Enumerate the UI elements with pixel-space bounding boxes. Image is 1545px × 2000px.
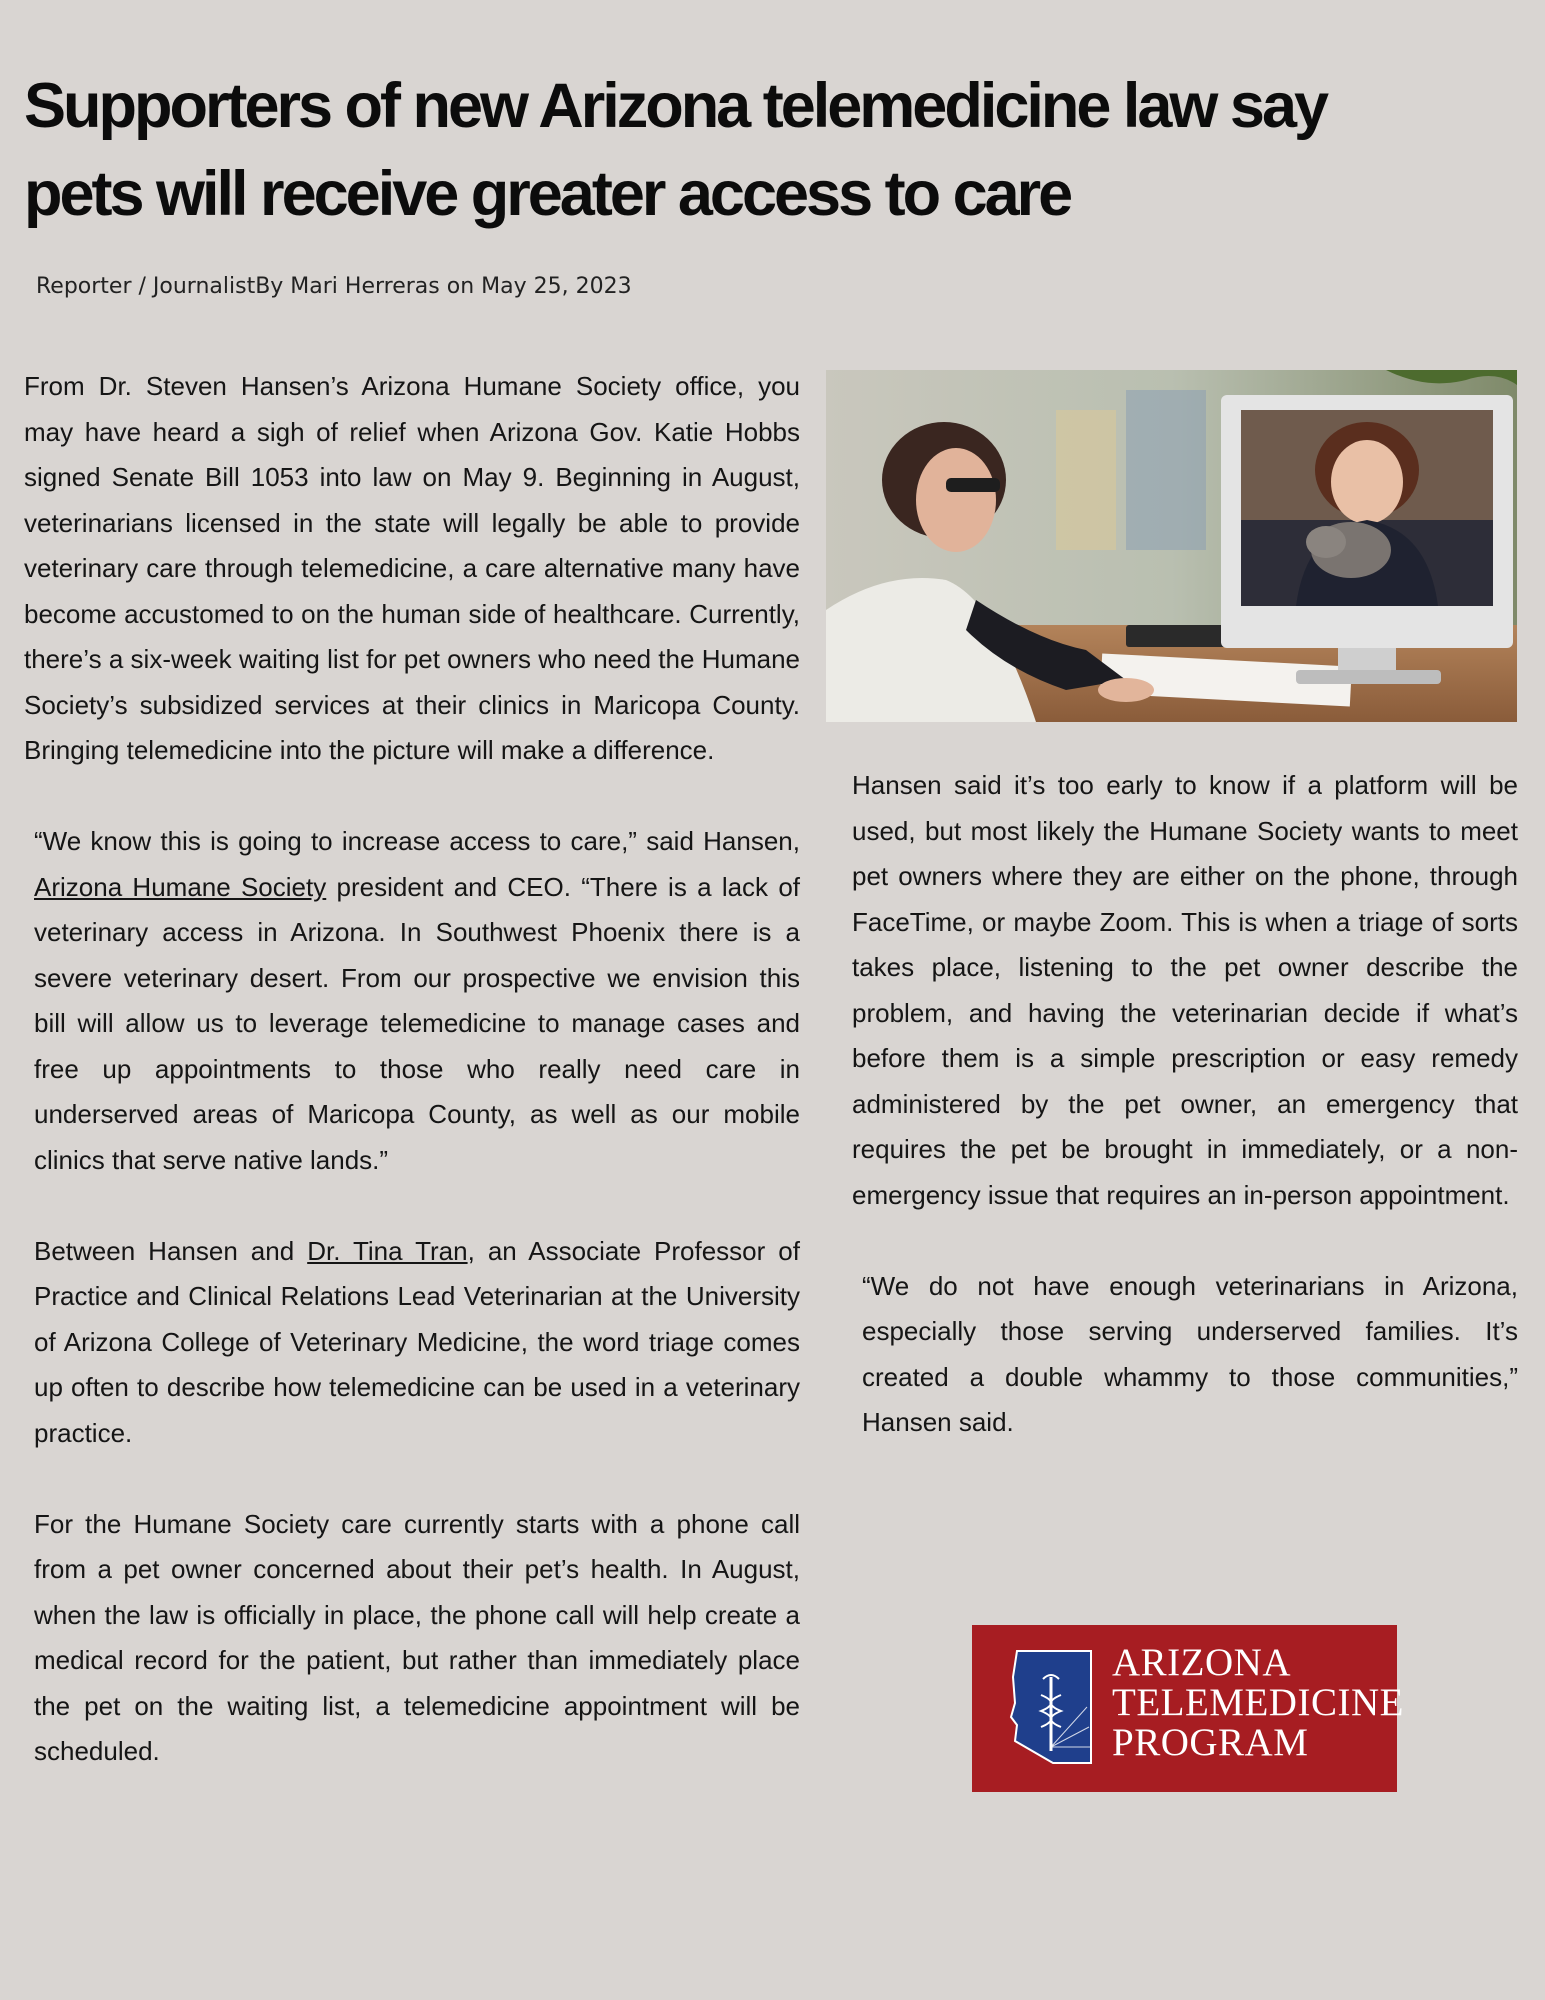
paragraph-text: president and CEO. “There is a lack of veterinary access in Arizona. In Southwest Phoenix there is a severe veterinary desert. From our prospective we envision this bill will allow us to leverage telemedicine to manage cases and free up appointments to those who really need care in underserved areas of Maricopa County, as well as our mobile clinics that serve native lands.” [34, 871, 800, 1175]
paragraph-text: “We know this is going to increase access to care,” said Hansen, [34, 826, 800, 856]
telemedicine-photo [826, 370, 1517, 722]
paragraph-text: Between Hansen and [34, 1235, 308, 1266]
byline: Reporter / JournalistBy Mari Herreras on May 25, 2023 [36, 274, 632, 299]
logo-line-2: TELEMEDICINE [1112, 1681, 1404, 1724]
arizona-humane-society-link[interactable]: Arizona Humane Society [34, 871, 327, 902]
arizona-telemedicine-program-logo [972, 1625, 1404, 1792]
paragraph-phone-call: For the Humane Society care currently starts with a phone call from a pet owner concerned about their pet’s health. In August, when the law is officially in place, the phone call will help create a medical record for the patient, but rather than immediately place the pet on the waiting list, a telemedicine appointment will be scheduled. [34, 1508, 800, 1766]
arizona-map-icon [1007, 1647, 1095, 1767]
headline-line-1: Supporters of new Arizona telemedicine law say [24, 71, 1327, 141]
logo-wordmark [1112, 1643, 1404, 1763]
logo-line-1: ARIZONA [1112, 1641, 1291, 1684]
logo-line-3: PROGRAM [1112, 1721, 1309, 1764]
paragraph-hansen-quote [24, 819, 800, 1183]
paragraph-triage [24, 1229, 800, 1457]
paragraph-shortage-quote: “We do not have enough veterinarians in Arizona, especially those serving underserved families. It’s created a double whammy to those communities,” Hansen said. [862, 1270, 1518, 1437]
headline-line-2: pets will receive greater access to care [24, 159, 1071, 229]
paragraph-intro: From Dr. Steven Hansen’s Arizona Humane Society office, you may have heard a sigh of relief when Arizona Gov. Katie Hobbs signed Senate Bill 1053 into law on May 9. Beginning in August, veterinarians licensed in the state will legally be able to provide veterinary care through telemedicine, a care alternative many have become accustomed to on the human side of healthcare. Currently, there’s a six-week waiting list for pet owners who need the Humane Society’s subsidized services at their clinics in Maricopa County. Bringing telemedicine into the picture will make a difference. [24, 371, 800, 765]
left-column [24, 364, 800, 1820]
article-headline [24, 62, 1404, 238]
dr-tina-tran-link[interactable]: Dr. Tina Tran [307, 1235, 468, 1266]
right-column [852, 763, 1518, 1491]
vet-video-call-illustration [826, 370, 1517, 722]
paragraph-platform: Hansen said it’s too early to know if a platform will be used, but most likely the Humane Society wants to meet pet owners where they are either on the phone, through FaceTime, or maybe Zoom. This is when a triage of sorts takes place, listening to the pet owner describe the problem, and having the veterinarian decide if what’s before them is a simple prescription or easy remedy administered by the pet owner, an emergency that requires the pet be brought in immediately, or a non-emergency issue that requires an in-person appointment. [852, 770, 1518, 1210]
paragraph-text: , an Associate Professor of Practice and Clinical Relations Lead Veterinarian at the University of Arizona College of Veterinary Medicine, the word triage comes up often to describe how telemedicine can be used in a veterinary practice. [34, 1235, 800, 1448]
